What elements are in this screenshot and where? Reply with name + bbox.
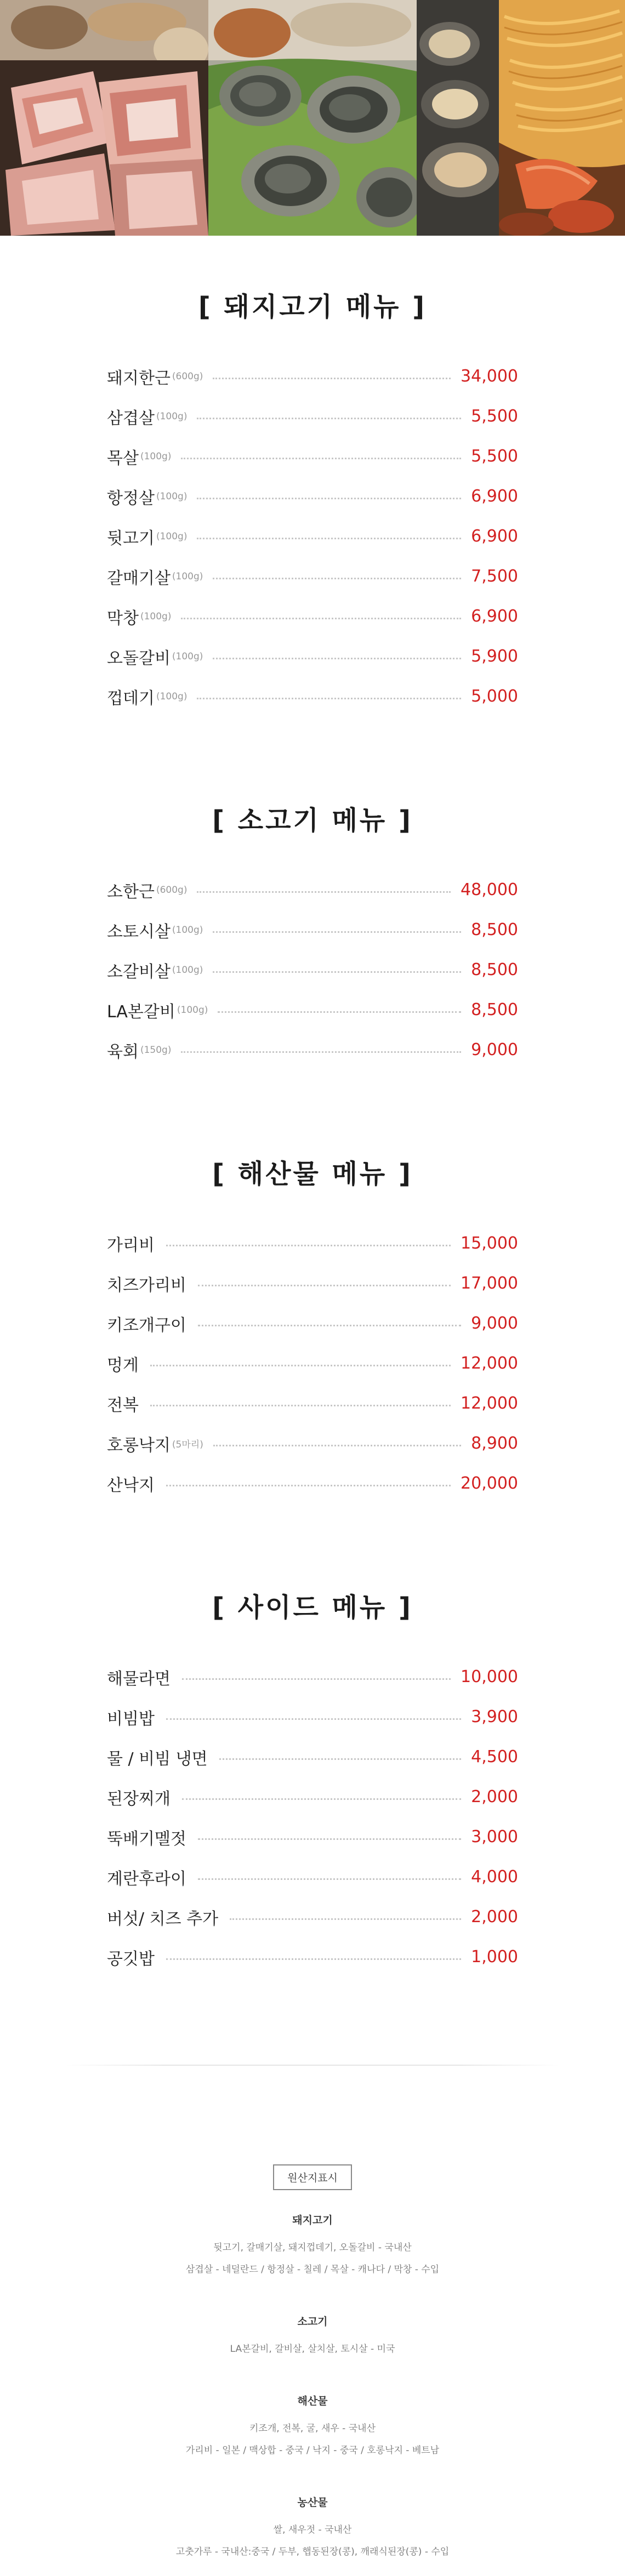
dot-leader — [197, 418, 461, 419]
menu-item-price: 5,000 — [471, 687, 518, 706]
menu-item — [107, 1737, 518, 1777]
menu-item-name: 산낙지 — [107, 1475, 155, 1495]
menu-item-unit: (100g) — [172, 571, 203, 582]
menu-item — [107, 1463, 518, 1503]
origin-heading: 소고기 — [297, 2316, 328, 2328]
menu-item — [107, 990, 518, 1030]
menu-item-price: 6,900 — [471, 487, 518, 506]
dot-leader — [197, 538, 461, 539]
origin-heading: 해산물 — [297, 2395, 328, 2407]
menu-item-unit: (100g) — [156, 411, 188, 422]
dot-leader — [218, 1011, 461, 1013]
menu-item — [107, 1263, 518, 1303]
dot-leader — [182, 1798, 461, 1800]
menu-item-name: 뚝배기멜젓 — [107, 1829, 186, 1849]
side-menu-title: [ 사이드 메뉴 ] — [212, 1592, 413, 1623]
dot-leader — [198, 1285, 451, 1286]
menu-item-price: 9,000 — [471, 1314, 518, 1333]
seafood-menu-list — [107, 1223, 518, 1503]
dot-leader — [213, 658, 461, 659]
menu-item-name: 계란후라이 — [107, 1869, 186, 1889]
menu-item — [107, 556, 518, 596]
menu-item-name: 가리비 — [107, 1235, 155, 1255]
origin-line: 뒷고기, 갈매기살, 돼지껍데기, 오돌갈비 - 국내산 — [213, 2242, 412, 2253]
menu-item-price: 8,500 — [471, 920, 518, 939]
menu-item-price: 8,500 — [471, 960, 518, 979]
menu-item — [107, 1423, 518, 1463]
origin-group-beef — [0, 2313, 625, 2360]
origin-line: LA본갈비, 갈비살, 살치살, 토시살 - 미국 — [230, 2344, 395, 2355]
dot-leader — [181, 458, 461, 459]
menu-item-unit: (100g) — [156, 531, 188, 542]
origin-group-seafood — [0, 2393, 625, 2461]
seafood-noodle-photo — [417, 0, 625, 236]
menu-item — [107, 950, 518, 990]
dot-leader — [219, 1758, 461, 1760]
menu-item-price: 9,000 — [471, 1040, 518, 1059]
menu-item-name: 돼지한근 — [107, 368, 171, 388]
menu-item — [107, 356, 518, 396]
menu-item-name: 된장찌개 — [107, 1789, 171, 1809]
menu-item-unit: (100g) — [140, 451, 172, 462]
menu-item-unit: (600g) — [156, 884, 188, 896]
dot-leader — [198, 1838, 461, 1840]
menu-item-unit: (100g) — [156, 491, 188, 502]
menu-item — [107, 1897, 518, 1937]
dot-leader — [150, 1405, 451, 1406]
menu-item — [107, 1777, 518, 1817]
pork-menu-section — [0, 285, 625, 716]
menu-item-price: 34,000 — [461, 367, 518, 386]
dot-leader — [197, 498, 461, 499]
menu-item-price: 3,000 — [471, 1827, 518, 1846]
menu-item-unit: (150g) — [140, 1044, 172, 1056]
dot-leader — [166, 1958, 461, 1960]
menu-item-name: 버섯/ 치즈 추가 — [107, 1909, 219, 1929]
menu-item — [107, 1857, 518, 1897]
menu-item-price: 5,900 — [471, 647, 518, 666]
menu-item-name: 전복 — [107, 1395, 139, 1415]
origin-line: 삼겹살 - 네덜란드 / 항정살 - 칠레 / 목살 - 캐나다 / 막창 - 수입 — [185, 2264, 440, 2275]
dot-leader — [166, 1718, 461, 1720]
menu-item-unit: (100g) — [172, 924, 203, 936]
origin-line: 가리비 - 일본 / 맥상합 - 중국 / 낙지 - 중국 / 호롱낙지 - 베트남 — [185, 2445, 440, 2456]
pork-menu-list — [107, 356, 518, 716]
origin-heading: 돼지고기 — [292, 2214, 333, 2226]
menu-item-name: 항정살 — [107, 488, 155, 508]
menu-item-name: 호롱낙지 — [107, 1435, 171, 1455]
menu-item-name: 갈매기살 — [107, 568, 171, 588]
menu-item — [107, 596, 518, 636]
menu-item-unit: (100g) — [172, 964, 203, 976]
origin-section — [0, 2164, 625, 2563]
dot-leader — [213, 1445, 461, 1446]
menu-item — [107, 1657, 518, 1697]
dot-leader — [150, 1365, 451, 1366]
menu-item — [107, 1030, 518, 1070]
dot-leader — [197, 891, 451, 893]
dot-leader — [197, 698, 461, 699]
menu-item-name: 치즈가리비 — [107, 1275, 186, 1295]
menu-item-price: 2,000 — [471, 1907, 518, 1927]
menu-item-price: 20,000 — [461, 1474, 518, 1493]
menu-item-price: 10,000 — [461, 1667, 518, 1686]
dot-leader — [213, 578, 461, 579]
origin-heading: 농산물 — [297, 2497, 328, 2509]
menu-item-price: 12,000 — [461, 1354, 518, 1373]
dot-leader — [166, 1245, 451, 1246]
menu-item — [107, 1817, 518, 1857]
origin-line: 고춧가루 - 국내산:중국 / 두부, 햅동된장(콩), 깨래식된장(콩) - 수입 — [175, 2546, 450, 2557]
menu-item-name: 막창 — [107, 608, 139, 628]
dot-leader — [181, 618, 461, 619]
dot-leader — [181, 1051, 461, 1053]
menu-item-price: 8,500 — [471, 1000, 518, 1019]
menu-item-price: 7,500 — [471, 567, 518, 586]
dot-leader — [182, 1678, 451, 1680]
menu-item-name: 삼겹살 — [107, 408, 155, 428]
origin-group-pork — [0, 2212, 625, 2281]
origin-line: 쌀, 새우젓 - 국내산 — [273, 2524, 352, 2535]
dot-leader — [213, 931, 461, 933]
section-divider — [66, 2065, 559, 2066]
menu-item-price: 4,500 — [471, 1747, 518, 1766]
menu-item — [107, 516, 518, 556]
menu-item-unit: (5마리) — [172, 1439, 203, 1450]
origin-group-produce — [0, 2494, 625, 2563]
dot-leader — [198, 1325, 461, 1326]
menu-item-unit: (100g) — [140, 611, 172, 622]
menu-item — [107, 870, 518, 910]
menu-item-name: 공깃밥 — [107, 1949, 155, 1969]
hero-banner — [0, 0, 625, 236]
menu-item — [107, 1697, 518, 1737]
menu-item-price: 5,500 — [471, 407, 518, 426]
menu-item-name: 키조개구이 — [107, 1315, 186, 1335]
origin-line: 키조개, 전복, 굴, 새우 - 국내산 — [249, 2423, 376, 2434]
menu-item-unit: (100g) — [172, 651, 203, 662]
menu-item-name: 오돌갈비 — [107, 648, 171, 668]
menu-item-name: 해물라면 — [107, 1669, 171, 1689]
menu-item-name: 껍데기 — [107, 688, 155, 708]
menu-item-name: 뒷고기 — [107, 528, 155, 548]
menu-item-price: 2,000 — [471, 1787, 518, 1806]
menu-item — [107, 636, 518, 676]
seafood-menu-section — [0, 1152, 625, 1503]
menu-item-price: 17,000 — [461, 1274, 518, 1293]
menu-item-name: 멍게 — [107, 1355, 139, 1375]
dot-leader — [198, 1878, 461, 1880]
beef-menu-section — [0, 799, 625, 1070]
menu-item — [107, 1937, 518, 1977]
menu-item — [107, 910, 518, 950]
menu-item-price: 1,000 — [471, 1947, 518, 1967]
seafood-menu-title: [ 해산물 메뉴 ] — [212, 1159, 413, 1189]
menu-item-price: 4,000 — [471, 1867, 518, 1887]
dot-leader — [213, 378, 451, 379]
menu-item — [107, 1223, 518, 1263]
menu-item-price: 6,900 — [471, 607, 518, 626]
abalone-photo — [208, 0, 417, 236]
menu-item — [107, 1383, 518, 1423]
menu-item-unit: (100g) — [177, 1004, 208, 1016]
beef-menu-list — [107, 870, 518, 1070]
menu-item — [107, 436, 518, 476]
menu-item-name: 비빔밥 — [107, 1709, 155, 1729]
menu-item — [107, 676, 518, 716]
menu-item — [107, 476, 518, 516]
menu-item-price: 3,900 — [471, 1707, 518, 1726]
menu-item-name: LA본갈비 — [107, 1002, 175, 1022]
menu-item-name: 소한근 — [107, 882, 155, 902]
side-menu-list — [107, 1657, 518, 1977]
menu-item-unit: (100g) — [156, 691, 188, 702]
dot-leader — [213, 971, 461, 973]
menu-item — [107, 1303, 518, 1343]
menu-item — [107, 396, 518, 436]
dot-leader — [166, 1485, 451, 1486]
menu-item-name: 목살 — [107, 448, 139, 468]
menu-item-price: 15,000 — [461, 1234, 518, 1253]
menu-item-price: 5,500 — [471, 447, 518, 466]
menu-item-price: 48,000 — [461, 880, 518, 899]
beef-menu-title: [ 소고기 메뉴 ] — [212, 805, 413, 836]
menu-item-name: 물 / 비빔 냉면 — [107, 1749, 208, 1769]
menu-item-price: 6,900 — [471, 527, 518, 546]
dot-leader — [230, 1918, 461, 1920]
menu-item-name: 소토시살 — [107, 922, 171, 942]
pork-menu-title: [ 돼지고기 메뉴 ] — [198, 292, 427, 322]
side-menu-section — [0, 1586, 625, 1977]
menu-item-name: 육회 — [107, 1042, 139, 1062]
pork-grill-photo — [0, 0, 208, 236]
origin-label: 원산지표시 — [273, 2164, 352, 2190]
menu-item-price: 12,000 — [461, 1394, 518, 1413]
menu-item-price: 8,900 — [471, 1434, 518, 1453]
menu-item-name: 소갈비살 — [107, 962, 171, 982]
menu-item-unit: (600g) — [172, 371, 203, 382]
menu-item — [107, 1343, 518, 1383]
